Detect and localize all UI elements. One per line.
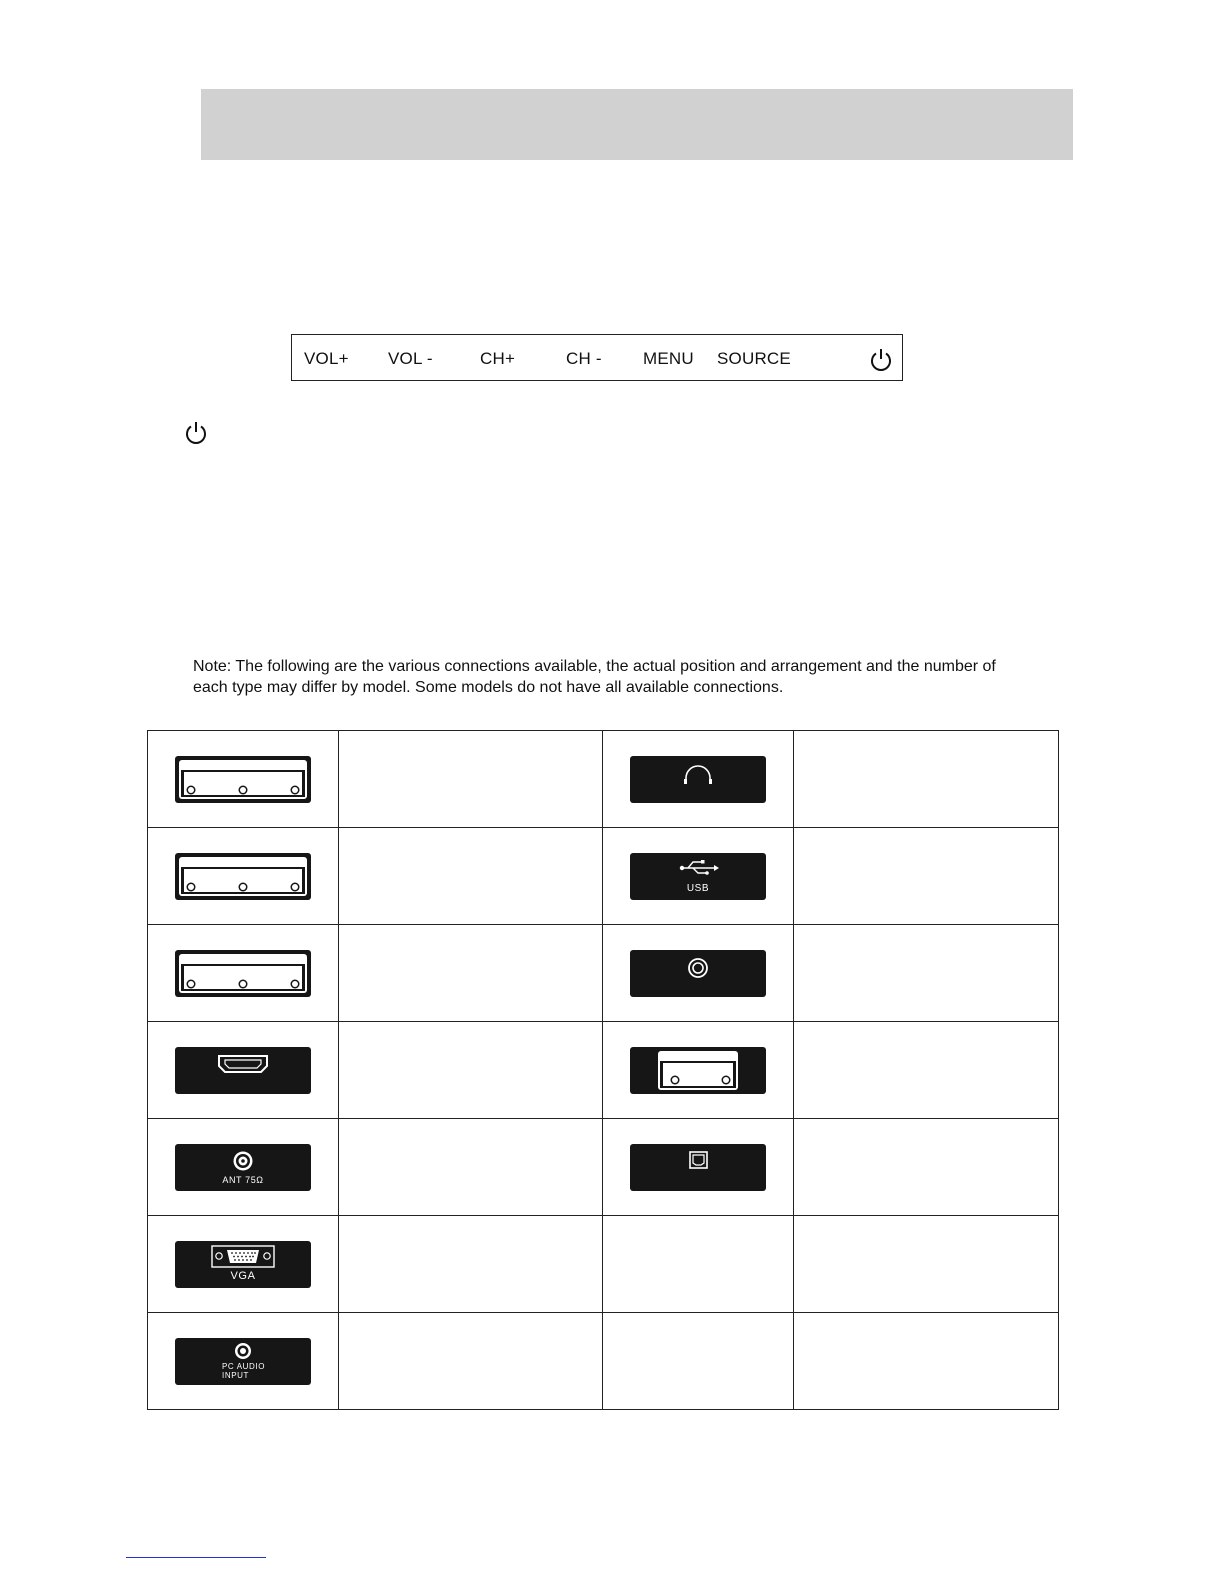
- table-row: [148, 828, 1059, 925]
- vol-down-label: VOL -: [388, 349, 433, 368]
- table-row: [148, 1216, 1059, 1313]
- connector-cell: [148, 1119, 339, 1216]
- connector-cell: [148, 1216, 339, 1313]
- av-three-jack-icon: [175, 853, 311, 900]
- description-cell: [794, 828, 1059, 925]
- connections-note: [193, 656, 1033, 698]
- menu-label: MENU: [643, 349, 694, 368]
- vga-port-icon: [175, 1241, 311, 1288]
- connector-cell: [603, 1119, 794, 1216]
- connector-cell: [603, 828, 794, 925]
- table-row: [148, 1022, 1059, 1119]
- antenna-port-icon: [175, 1144, 311, 1191]
- optical-port-icon: [630, 1144, 766, 1191]
- description-cell: [794, 1119, 1059, 1216]
- usb-label: USB: [686, 882, 710, 894]
- vga-label: VGA: [230, 1269, 256, 1282]
- description-cell: [794, 1216, 1059, 1313]
- connector-cell: [603, 731, 794, 828]
- connections-table: [147, 730, 1059, 1410]
- headphone-icon: [630, 756, 766, 803]
- description-cell: [794, 1022, 1059, 1119]
- description-cell: [339, 828, 603, 925]
- footer-link-underline[interactable]: [126, 1557, 266, 1558]
- note-line-1: Note: The following are the various connections available, the actual position and arrangement and the number of: [193, 658, 996, 675]
- description-cell: [339, 925, 603, 1022]
- av-three-jack-icon: [175, 756, 311, 803]
- antenna-label: ANT 75Ω: [222, 1174, 264, 1185]
- ch-down-label: CH -: [566, 349, 602, 368]
- description-cell: [794, 731, 1059, 828]
- description-cell: [794, 925, 1059, 1022]
- connector-cell: [148, 1022, 339, 1119]
- power-icon: [868, 347, 894, 373]
- description-cell: [339, 731, 603, 828]
- note-line-2: each type may differ by model. Some models do not have all available connections.: [193, 679, 784, 696]
- description-cell: [339, 1119, 603, 1216]
- coaxial-jack-icon: [630, 950, 766, 997]
- connector-cell: [148, 925, 339, 1022]
- pc-audio-label-line-1: PC AUDIO: [222, 1361, 266, 1371]
- hdmi-port-icon: [175, 1047, 311, 1094]
- av-two-jack-icon: [630, 1047, 766, 1094]
- connector-cell: [603, 925, 794, 1022]
- pc-audio-jack-icon: [175, 1338, 311, 1385]
- connector-cell: [148, 1313, 339, 1410]
- usb-icon: [630, 853, 766, 900]
- table-row: [148, 1119, 1059, 1216]
- connector-cell: [603, 1022, 794, 1119]
- header-band: [201, 89, 1073, 160]
- av-three-jack-icon: [175, 950, 311, 997]
- table-row: [148, 1313, 1059, 1410]
- table-row: [148, 925, 1059, 1022]
- description-cell: [339, 1313, 603, 1410]
- description-cell: [794, 1313, 1059, 1410]
- description-cell: [339, 1022, 603, 1119]
- power-symbol-icon: [183, 420, 209, 446]
- description-cell: [339, 1216, 603, 1313]
- control-button-strip: [291, 334, 903, 381]
- ch-up-label: CH+: [480, 349, 516, 368]
- connector-cell: [148, 731, 339, 828]
- connector-cell: [148, 828, 339, 925]
- source-label: SOURCE: [717, 349, 791, 368]
- table-row: [148, 731, 1059, 828]
- empty-cell: [603, 1313, 794, 1410]
- empty-cell: [603, 1216, 794, 1313]
- vol-up-label: VOL+: [304, 349, 349, 368]
- pc-audio-label-line-2: INPUT: [222, 1370, 249, 1380]
